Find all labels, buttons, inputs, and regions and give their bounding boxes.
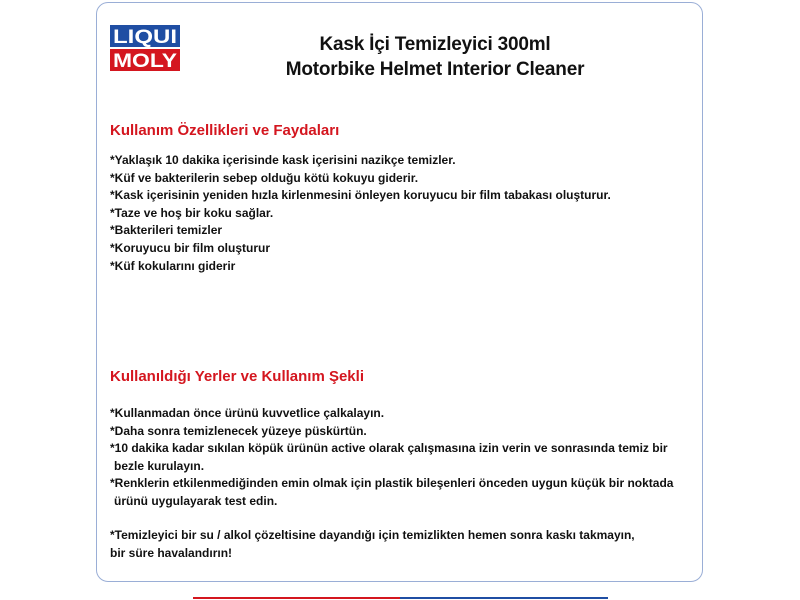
usage-list: [110, 405, 673, 511]
list-item: ürünü uygulayarak test edin.: [114, 493, 278, 508]
list-item: bezle kurulayın.: [114, 458, 205, 473]
title-line-english: Motorbike Helmet Interior Cleaner: [285, 59, 585, 80]
list-item: *Koruyucu bir film oluşturur: [110, 240, 271, 255]
title-line-turkish: Kask İçi Temizleyici 300ml: [319, 34, 551, 55]
footer-blue-line: [400, 597, 608, 599]
list-item: *10 dakika kadar sıkılan köpük ürünün active olarak çalışmasına izin verin ve sonrasında temiz bir: [110, 441, 668, 456]
svg-text:LIQUI: LIQUI: [113, 27, 177, 48]
list-item: *Daha sonra temizlenecek yüzeye püskürtün.: [110, 423, 367, 438]
svg-text:MOLY: MOLY: [113, 51, 178, 71]
liqui-moly-logo: [110, 25, 180, 71]
list-item: *Kullanmadan önce ürünü kuvvetlice çalkalayın.: [110, 406, 385, 420]
list-item: *Küf ve bakterilerin sebep olduğu kötü kokuyu giderir.: [110, 170, 419, 185]
page-title: [190, 32, 680, 82]
features-heading: Kullanım Özellikleri ve Faydaları: [110, 122, 340, 139]
list-item: *Temizleyici bir su / alkol çözeltisine dayandığı için temizlikten hemen sonra kaskı takmayın,: [110, 528, 635, 542]
footer-red-line: [193, 597, 400, 599]
list-item: *Renklerin etkilenmediğinden emin olmak için plastik bileşenleri önceden uygun küçük bir noktada: [110, 476, 674, 491]
list-item: *Küf kokularını giderir: [110, 258, 236, 273]
usage-heading: Kullanıldığı Yerler ve Kullanım Şekli: [110, 368, 364, 385]
ventilation-note: [110, 527, 635, 562]
list-item: *Kask içerisinin yeniden hızla kirlenmesini önleyen koruyucu bir film tabakası oluşturur.: [110, 188, 611, 203]
list-item: bir süre havalandırın!: [110, 545, 233, 560]
list-item: *Taze ve hoş bir koku sağlar.: [110, 205, 274, 220]
list-item: *Bakterileri temizler: [110, 223, 223, 238]
list-item: *Yaklaşık 10 dakika içerisinde kask içerisini nazikçe temizler.: [110, 153, 456, 167]
features-list: [110, 152, 611, 275]
